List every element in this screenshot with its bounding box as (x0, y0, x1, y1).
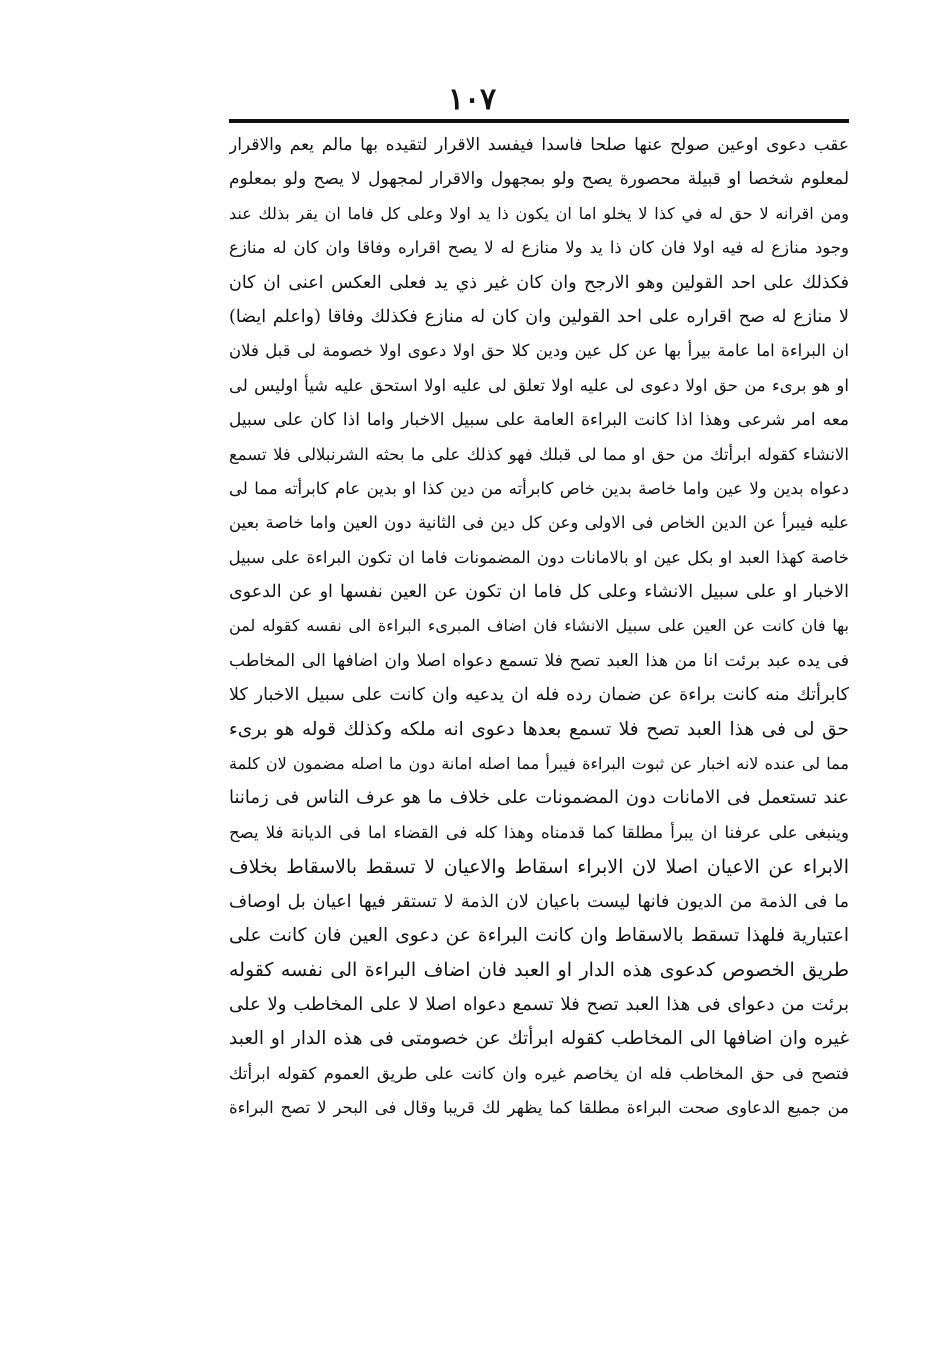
text-line: عليه فيبرأ عن الدين الخاص فى الاولى وعن كل دين فى الثانية دون العين واما خاصة بعين (229, 513, 849, 533)
text-line: ما فى الذمة من الديون فانها ليست باعيان لان الذمة لا تستقر فيها اعيان بل اوصاف (229, 891, 849, 912)
text-line: وينبغى على عرفنا ان يبرأ مطلقا كما قدمناه وهذا كله فى القضاء اما فى الديانة فلا يصح (229, 822, 849, 842)
text-line: من جميع الدعاوى صحت البراءة مطلقا كما يظهر لك قريبا وقال فى البحر لا تصح البراءة (229, 1097, 849, 1117)
header-rule (229, 119, 849, 123)
text-line: عند تستعمل فى الامانات دون المضمونات على خلاف ما هو عرف الناس فى زماننا (229, 787, 849, 809)
text-line: ومن اقرانه لا حق له في كذا لا يخلو اما ان يكون ذا يد اولا وعلى كل فاما ان يقر بذلك عند (229, 203, 849, 223)
text-line: اعتبارية فلهذا تسقط بالاسقاط وان كانت البراءة عن دعوى العين فان كانت على (229, 924, 849, 946)
text-line: غيره وان اضافها الى المخاطب كقوله ابرأتك عن خصومتى فى هذه الدار او العبد (229, 1028, 849, 1050)
text-line: لمعلوم شخصا او قبيلة محصورة يصح ولو بمجهول والاقرار لمجهول لا يصح ولو بمعلوم (229, 169, 849, 190)
page-number: ١٠٧ (447, 82, 497, 117)
text-line: برئت من دعواى فى هذا العبد تصح فلا تسمع دعواه اصلا لا على المخاطب ولا على (229, 993, 849, 1015)
text-line: لا منازع له صح اقراره على احد القولين وان كان له منازع فكذلك وفاقا (واعلم ايضا) (229, 306, 849, 327)
text-line: بها فان كانت عن العين على سبيل الانشاء فان اضاف المبرىء البراءة الى نفسه كقوله لمن (229, 616, 849, 636)
text-line: وجود منازع له فيه اولا فان كان ذا يد ولا منازع له لا يصح اقراره وفاقا وان كان له منازع (229, 238, 849, 258)
text-line: حق لى فى هذا العبد تصح فلا تسمع بعدها دعوى انه ملكه وكذلك قوله هو برىء (229, 718, 849, 740)
text-line: مما لى عنده لانه اخبار عن ثبوت البراءة فيبرأ مما اصله امانة دون ما اصله مضمون لان كلمة (229, 754, 849, 774)
text-line: فكذلك على احد القولين وهو الارجح وان كان غير ذي يد فعلى العكس اعنى ان كان (229, 272, 849, 293)
text-line: خاصة كهذا العبد او بكل عين او بالامانات دون المضمونات فاما ان تكون البراءة على سبيل (229, 547, 849, 567)
body-text (229, 128, 849, 1125)
text-line: كابرأتك منه كانت براءة عن ضمان رده فله ان يدعيه وان كانت على سبيل الاخبار كلا (229, 685, 849, 706)
text-line: الابراء عن الاعيان اصلا لان الابراء اسقاط والاعيان لا تسقط بالاسقاط بخلاف (229, 856, 849, 879)
text-line: او هو برىء من حق اولا دعوى لى عليه اولا تعلق لى عليه اولا استحق عليه شيأ اوليس لى (229, 375, 849, 395)
text-line: فتصح فى حق المخاطب فله ان يخاصم غيره وان كانت على طريق العموم كقوله ابرأتك (229, 1063, 849, 1083)
text-line: الانشاء كقوله ابرأتك من حق او مما لى قبلك فهو كذلك على ما بحثه الشرنبلالى فلا تسمع (229, 444, 849, 464)
text-line: ان البراءة اما عامة بيرأ بها عن كل عين ودين كلا حق اولا دعوى اولا خصومة لى قبل فلان (229, 341, 849, 361)
text-line: الاخبار او على سبيل الانشاء وعلى كل فاما ان تكون عن العين نفسها او عن الدعوى (229, 582, 849, 603)
text-line: دعواه بدين ولا عين واما خاصة بدين خاص كابرأته من دين كذا او بدين عام كابرأته مما لى (229, 478, 849, 498)
text-line: معه امر شرعى وهذا اذا كانت البراءة العامة على سبيل الاخبار واما اذا كان على سبيل (229, 410, 849, 431)
text-line: فى يده عبد برئت انا من هذا العبد تصح فلا تسمع دعواه اصلا وان اضافها الى المخاطب (229, 650, 849, 671)
text-line: طريق الخصوص كدعوى هذه الدار او العبد فان اضاف البراءة الى نفسه كقوله (229, 959, 849, 982)
text-line: عقب دعوى اوعين صولح عنها صلحا فاسدا فيفسد الاقرار لتقيده بها مالم يعم والاقرار (229, 135, 849, 155)
